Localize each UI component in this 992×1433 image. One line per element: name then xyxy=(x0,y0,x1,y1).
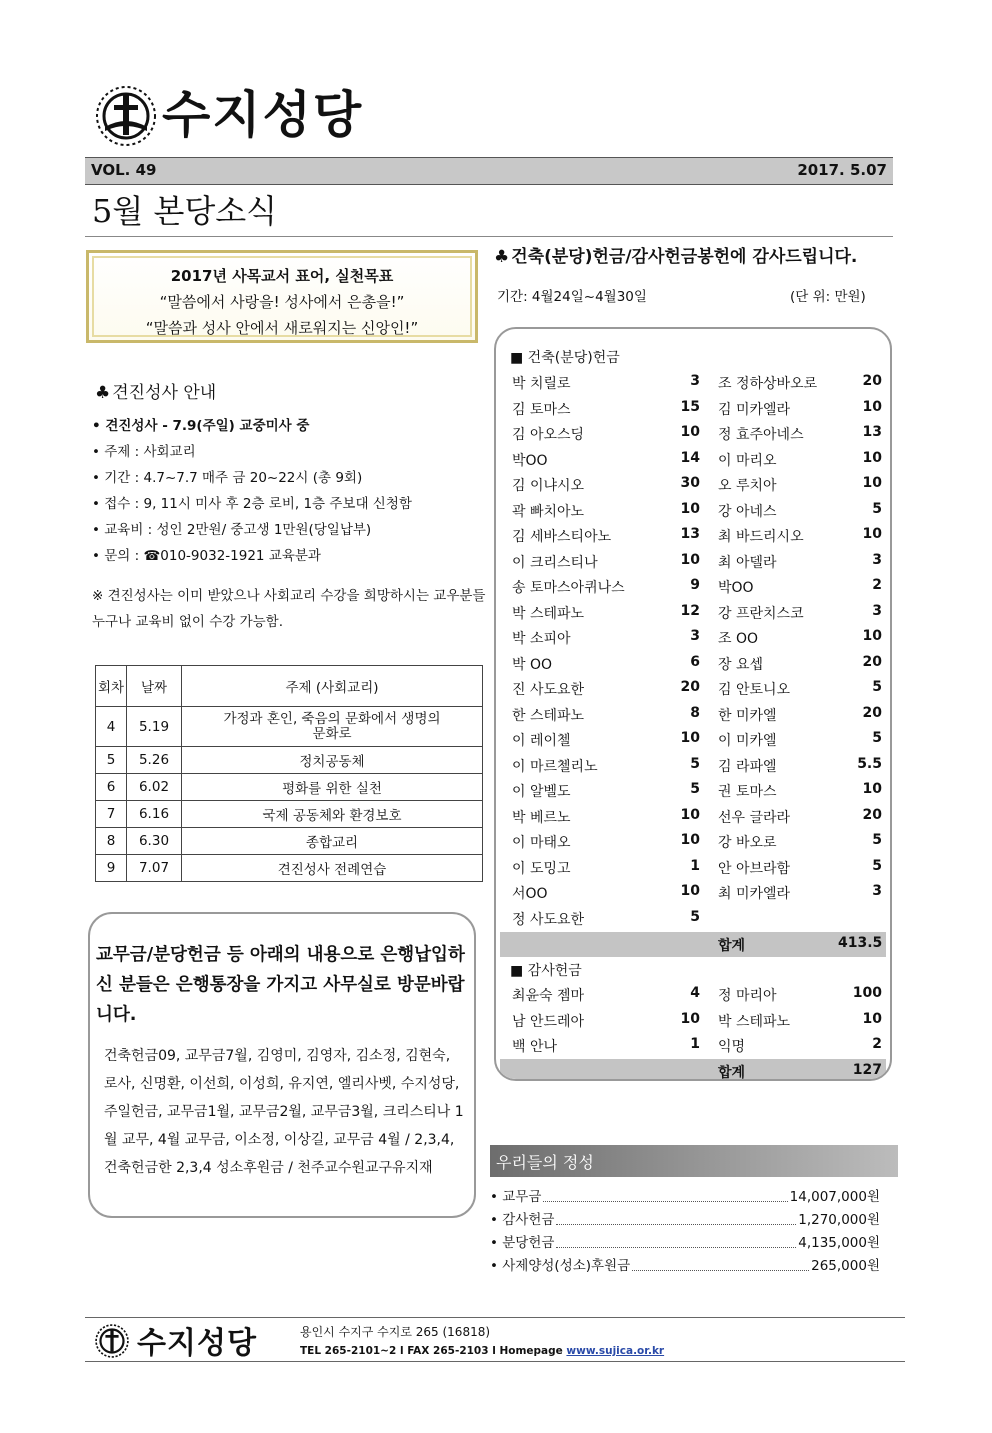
donor-name: 강 프란치스코 xyxy=(718,605,804,622)
table-row xyxy=(500,370,888,396)
table-row xyxy=(500,778,888,804)
donor-amount: 5 xyxy=(690,781,700,797)
table-row xyxy=(96,855,483,882)
confirmation-contact: • 문의 : ☎010-9032-1921 교육분과 xyxy=(92,543,492,569)
schedule-table xyxy=(95,665,483,882)
donor-amount: 10 xyxy=(680,730,700,746)
donor-amount: 10 xyxy=(680,806,700,823)
volume-bar xyxy=(85,157,893,185)
footer-church-name: 수지성당 xyxy=(137,1326,257,1361)
donor-name: 권 토마스 xyxy=(718,784,777,800)
session-cell: 9 xyxy=(96,855,127,882)
donor-name: 이 미카엘 xyxy=(718,733,777,749)
confirmation-date: • 견진성사 - 7.9(주일) 교중미사 중 xyxy=(92,413,492,439)
table-row xyxy=(500,829,888,855)
donor-amount: 5 xyxy=(690,755,700,772)
donor-name: 정 사도요한 xyxy=(512,911,585,928)
footer-contact xyxy=(300,1345,664,1357)
topic-cell: 평화를 위한 실천 xyxy=(182,774,483,801)
donor-amount: 3 xyxy=(872,602,882,619)
table-row xyxy=(500,804,888,830)
donor-name: 익명 xyxy=(718,1039,746,1055)
donor-name: 강 아네스 xyxy=(718,503,777,520)
donor-name: 이 마리오 xyxy=(718,452,777,469)
date-cell: 6.02 xyxy=(127,774,182,801)
donor-name: 남 안드레아 xyxy=(512,1013,585,1030)
donor-name: 최 미카엘라 xyxy=(718,886,791,902)
donor-name: 박 스테파노 xyxy=(512,605,585,622)
motto-title: 2017년 사목교서 표어, 실천목표 xyxy=(170,267,394,285)
footer-tel-fax: TEL 265-2101~2 l FAX 265-2103 l Homepage xyxy=(300,1345,567,1357)
building-offering-label: ■ 건축(분당)헌금 xyxy=(510,350,620,366)
motto-line-1: “말씀에서 사랑을! 성사에서 은총을!” xyxy=(159,293,405,311)
issue-date: 2017. 5.07 xyxy=(797,161,887,179)
confirmation-fee: • 교육비 : 성인 2만원/ 중고생 1만원(당일납부) xyxy=(92,517,492,543)
offerings-heading xyxy=(494,242,857,267)
donor-name: 정 마리아 xyxy=(718,988,777,1004)
donor-amount: 2 xyxy=(872,1036,882,1052)
donor-name: 강 바오로 xyxy=(718,835,777,851)
table-row xyxy=(96,707,483,747)
donor-name: 박 치릴로 xyxy=(512,376,571,392)
sincerity-list xyxy=(490,1186,880,1278)
donor-amount: 10 xyxy=(680,424,700,440)
table-row xyxy=(500,753,888,779)
donor-name: 최윤숙 젬마 xyxy=(512,988,585,1004)
donor-amount: 10 xyxy=(680,832,700,848)
date-cell: 5.26 xyxy=(127,747,182,774)
sincerity-amount: 1,270,000원 xyxy=(798,1212,880,1228)
topic-cell: 종합교리 xyxy=(182,828,483,855)
bank-notice-body: 건축헌금09, 교무금7월, 김영미, 김영자, 김소정, 김현숙, 로사, 신명환, 이선희, 이성희, 유지연, 엘리사벳, 수지성당, 주일헌금, 교무금1월, 교무금2월, 교무금3월, 크리스티나 1월 교무, 4월 교무금, 이소정, 이상길, 교무금 4월 / 2,3,4, 건축헌금한 2,3,4 성소후원금 / 천주교수원교구유지재 xyxy=(104,1048,464,1176)
donor-name: 김 미카엘라 xyxy=(718,401,791,418)
table-row xyxy=(500,1033,888,1059)
motto-box xyxy=(86,250,478,343)
sincerity-label: 교무금 xyxy=(502,1189,542,1205)
topic-cell: 견진성사 전례연습 xyxy=(182,855,483,882)
donor-amount: 100 xyxy=(852,985,882,1001)
donor-amount: 20 xyxy=(862,373,882,389)
col-session: 회차 xyxy=(96,666,127,707)
donor-amount: 5 xyxy=(872,679,882,695)
donor-name: 서OO xyxy=(512,886,548,902)
thanks-total-bar xyxy=(500,1059,886,1081)
donor-name: 정 효주아네스 xyxy=(718,427,804,443)
donor-name: 한 스테파노 xyxy=(512,707,585,724)
donor-name: 조 정하상바오로 xyxy=(718,376,818,392)
table-row xyxy=(500,600,888,626)
donor-amount: 14 xyxy=(680,449,700,466)
table-row xyxy=(500,855,888,881)
donor-amount: 30 xyxy=(680,475,700,491)
table-row xyxy=(96,747,483,774)
donor-amount: 3 xyxy=(872,883,882,899)
session-cell: 6 xyxy=(96,774,127,801)
bank-notice-box xyxy=(88,912,476,1218)
donor-amount: 3 xyxy=(690,373,700,389)
donor-amount: 10 xyxy=(680,500,700,517)
session-cell: 7 xyxy=(96,801,127,828)
donor-amount: 1 xyxy=(690,857,700,874)
donor-name: 최 바드리시오 xyxy=(718,529,804,545)
date-cell: 7.07 xyxy=(127,855,182,882)
donor-amount: 3 xyxy=(872,551,882,568)
donor-amount: 9 xyxy=(690,577,700,593)
sincerity-label: 분당헌금 xyxy=(502,1235,555,1251)
offerings-box xyxy=(494,327,892,1081)
topic-cell: 정치공동체 xyxy=(182,747,483,774)
donor-name: 김 아오스딩 xyxy=(512,427,585,443)
table-row xyxy=(500,982,888,1008)
table-row xyxy=(500,625,888,651)
list-item: • 사제양성(성소)후원금 265,000원 xyxy=(490,1255,880,1278)
donor-amount: 20 xyxy=(862,704,882,721)
confirmation-registration: • 접수 : 9, 11시 미사 후 2층 로비, 1층 주보대 신청함 xyxy=(92,491,492,517)
donor-amount: 10 xyxy=(862,398,882,415)
confirmation-heading-text: 견진성사 안내 xyxy=(112,383,217,403)
donor-name: 이 알벨도 xyxy=(512,784,571,800)
donor-amount: 2 xyxy=(872,577,882,593)
sincerity-amount: 14,007,000원 xyxy=(789,1189,880,1205)
donor-name: 김 세바스티아노 xyxy=(512,529,612,545)
table-row xyxy=(500,472,888,498)
donor-amount: 4 xyxy=(690,985,700,1001)
donor-name: 김 토마스 xyxy=(512,401,571,418)
donor-name: 김 안토니오 xyxy=(718,682,791,698)
donor-amount: 5 xyxy=(872,832,882,848)
list-item: • 분당헌금 4,135,000원 xyxy=(490,1232,880,1255)
donor-name: 박OO xyxy=(512,452,548,469)
table-row xyxy=(500,396,888,422)
donor-name: 박 OO xyxy=(512,656,553,673)
donor-name: 진 사도요한 xyxy=(512,682,585,698)
building-total-label: 합계 xyxy=(718,938,746,954)
donor-amount: 10 xyxy=(680,551,700,568)
footer-divider-bottom xyxy=(85,1361,905,1362)
schedule-header-row xyxy=(96,666,483,707)
thanks-total-label: 합계 xyxy=(718,1065,746,1081)
offerings-period: 기간: 4월24일~4월30일 xyxy=(497,289,647,305)
donor-name: 송 토마스아퀴나스 xyxy=(512,580,625,596)
donor-amount: 5 xyxy=(872,500,882,517)
thanks-offering-label: ■ 감사헌금 xyxy=(510,963,582,979)
donor-amount: 10 xyxy=(862,628,882,644)
donor-amount: 10 xyxy=(862,781,882,797)
date-cell: 6.30 xyxy=(127,828,182,855)
donor-amount: 10 xyxy=(680,883,700,899)
offerings-heading-text: 건축(분당)헌금/감사헌금봉헌에 감사드립니다. xyxy=(511,247,858,267)
table-row xyxy=(96,801,483,828)
volume-number: VOL. 49 xyxy=(91,161,157,179)
donor-amount: 1 xyxy=(690,1036,700,1052)
donor-amount: 5 xyxy=(872,730,882,746)
title-divider xyxy=(85,236,893,237)
col-date: 날짜 xyxy=(127,666,182,707)
session-cell: 8 xyxy=(96,828,127,855)
sincerity-label: 사제양성(성소)후원금 xyxy=(502,1258,631,1274)
table-row xyxy=(96,774,483,801)
homepage-link[interactable]: www.sujica.or.kr xyxy=(566,1345,665,1357)
building-total-bar xyxy=(500,932,886,957)
confirmation-topic: • 주제 : 사회교리 xyxy=(92,439,492,465)
topic-cell: 국제 공동체와 환경보호 xyxy=(182,801,483,828)
donor-name: 이 레이첼 xyxy=(512,733,571,749)
table-row xyxy=(500,498,888,524)
donor-amount: 13 xyxy=(862,424,882,440)
donor-amount: 5 xyxy=(690,908,700,925)
club-icon: ♣ xyxy=(95,383,111,403)
table-row xyxy=(500,447,888,473)
page-title: 5월 본당소식 xyxy=(92,192,278,230)
date-cell: 6.16 xyxy=(127,801,182,828)
donor-name: 박OO xyxy=(718,580,754,596)
sincerity-label: 감사헌금 xyxy=(502,1212,555,1228)
church-logo-icon xyxy=(95,1324,129,1358)
table-row xyxy=(500,906,888,932)
donor-amount: 3 xyxy=(690,628,700,644)
motto-line-2: “말씀과 성사 안에서 새로워지는 신앙인!” xyxy=(145,319,419,337)
donor-amount: 20 xyxy=(862,653,882,670)
donor-name: 조 OO xyxy=(718,631,759,647)
donor-amount: 13 xyxy=(680,526,700,542)
table-row xyxy=(500,727,888,753)
donor-amount: 10 xyxy=(862,1010,882,1027)
church-logo-icon xyxy=(95,85,157,147)
donor-name: 김 라파엘 xyxy=(718,758,777,775)
donor-amount: 10 xyxy=(862,449,882,466)
list-item: • 교무금 14,007,000원 xyxy=(490,1186,880,1209)
footer-address: 용인시 수지구 수지로 265 (16818) xyxy=(300,1325,491,1339)
table-row xyxy=(96,828,483,855)
table-row xyxy=(500,574,888,600)
donor-name: 곽 빠치아노 xyxy=(512,503,585,520)
church-name: 수지성당 xyxy=(162,86,364,144)
table-row xyxy=(500,523,888,549)
table-row xyxy=(500,1008,888,1034)
sincerity-bar xyxy=(490,1145,898,1177)
donor-amount: 6 xyxy=(690,653,700,670)
donor-name: 이 마르첼리노 xyxy=(512,758,598,775)
donor-name: 백 안나 xyxy=(512,1039,558,1055)
donor-amount: 15 xyxy=(680,398,700,415)
session-cell: 4 xyxy=(96,707,127,747)
donor-name: 안 아브라함 xyxy=(718,860,791,877)
donor-name: 오 루치아 xyxy=(718,478,777,494)
table-row xyxy=(500,421,888,447)
donor-name: 선우 글라라 xyxy=(718,809,791,826)
building-total-value: 413.5 xyxy=(838,935,883,951)
offerings-unit: (단 위: 만원) xyxy=(790,289,866,305)
donor-amount: 5.5 xyxy=(857,755,882,772)
table-row xyxy=(500,880,888,906)
table-row xyxy=(500,549,888,575)
donor-name: 이 크리스티나 xyxy=(512,554,598,571)
club-icon: ♣ xyxy=(494,247,510,267)
confirmation-note: ※ 견진성사는 이미 받았으나 사회교리 수강을 희망하시는 교우분들 누구나 교육비 없이 수강 가능함. xyxy=(92,588,486,630)
donor-amount: 5 xyxy=(872,857,882,874)
table-row xyxy=(500,676,888,702)
donor-amount: 20 xyxy=(680,679,700,695)
donor-name: 이 마태오 xyxy=(512,835,571,851)
donor-amount: 10 xyxy=(862,475,882,491)
list-item: • 감사헌금 1,270,000원 xyxy=(490,1209,880,1232)
sincerity-amount: 265,000원 xyxy=(811,1258,880,1274)
session-cell: 5 xyxy=(96,747,127,774)
donor-name: 최 아델라 xyxy=(718,554,777,571)
sincerity-title: 우리들의 정성 xyxy=(496,1153,594,1172)
donor-amount: 12 xyxy=(680,602,700,619)
date-cell: 5.19 xyxy=(127,707,182,747)
donor-name: 장 요셉 xyxy=(718,656,764,673)
topic-cell: 가정과 혼인, 죽음의 문화에서 생명의 문화로 xyxy=(182,707,483,747)
donor-name: 박 베르노 xyxy=(512,809,571,826)
confirmation-heading xyxy=(95,378,216,403)
confirmation-info-list xyxy=(92,413,492,569)
donor-amount: 20 xyxy=(862,806,882,823)
donor-name: 박 소피아 xyxy=(512,631,571,647)
donor-amount: 8 xyxy=(690,704,700,721)
donor-amount: 10 xyxy=(862,526,882,542)
donor-amount: 10 xyxy=(680,1010,700,1027)
donor-name: 박 스테파노 xyxy=(718,1013,791,1030)
donor-name: 한 미카엘 xyxy=(718,707,777,724)
table-row xyxy=(500,702,888,728)
donor-name: 김 이냐시오 xyxy=(512,478,585,494)
table-row xyxy=(500,651,888,677)
sincerity-amount: 4,135,000원 xyxy=(798,1235,880,1251)
donor-name: 이 도밍고 xyxy=(512,860,571,877)
confirmation-period: • 기간 : 4.7~7.7 매주 금 20~22시 (총 9회) xyxy=(92,465,492,491)
bank-notice-heading: 교무금/분당헌금 등 아래의 내용으로 은행납입하신 분들은 은행통장을 가지고 사무실로 방문바랍니다. xyxy=(96,945,465,1025)
col-topic: 주제 (사회교리) xyxy=(182,666,483,707)
thanks-total-value: 127 xyxy=(852,1062,882,1078)
